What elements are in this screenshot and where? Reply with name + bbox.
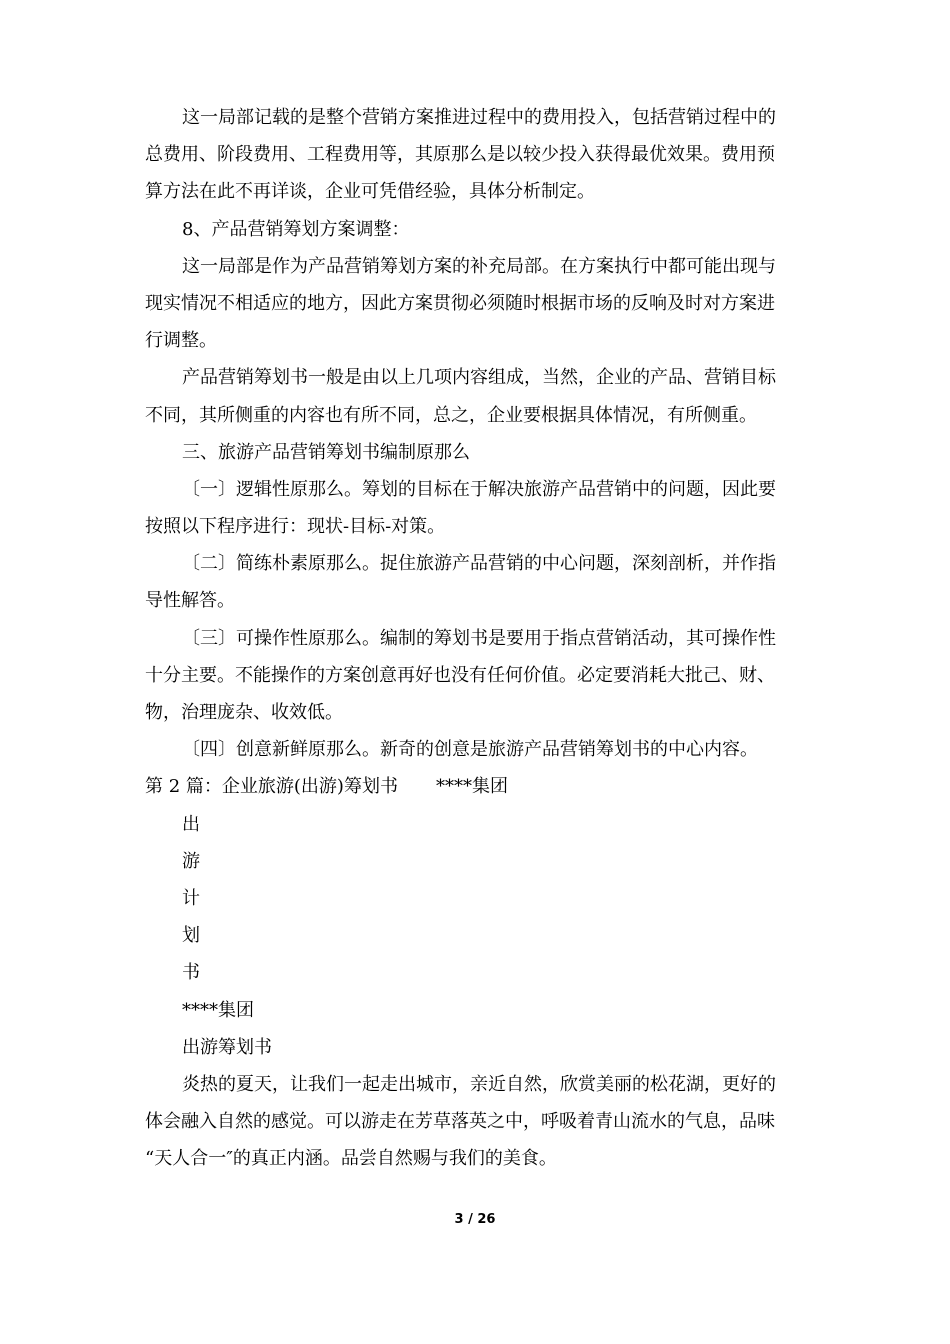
text-line: 这一局部记载的是整个营销方案推进过程中的费用投入，包括营销过程中的 xyxy=(182,107,776,128)
text-line: 总费用、阶段费用、工程费用等，其原那么是以较少投入获得最优效果。费用预 xyxy=(145,144,775,166)
page-number: 3 / 26 xyxy=(454,1212,496,1227)
text-line: 划 xyxy=(182,925,200,947)
text-line: 出 xyxy=(182,813,200,835)
text-line: 按照以下程序进行：现状-目标-对策。 xyxy=(145,516,446,538)
text-line: 炎热的夏天，让我们一起走出城市，亲近自然，欣赏美丽的松花湖，更好的 xyxy=(182,1073,776,1095)
text-line: 物，治理庞杂、收效低。 xyxy=(145,702,343,723)
paragraph-block-1 xyxy=(145,99,815,768)
text-line: 计 xyxy=(182,887,200,909)
text-line: 〔一〕逻辑性原那么。筹划的目标在于解决旅游产品营销中的问题，因此要 xyxy=(182,478,776,500)
text-line: 算方法在此不再详谈，企业可凭借经验，具体分析制定。 xyxy=(145,181,595,203)
text-line: 体会融入自然的感觉。可以游走在芳草落英之中，呼吸着青山流水的气息，品味 xyxy=(145,1111,775,1133)
text-line: 现实情况不相适应的地方，因此方案贯彻必须随时根据市场的反响及时对方案进 xyxy=(145,292,775,314)
heading-title: 第 2 篇：企业旅游(出游)筹划书 xyxy=(145,776,398,798)
paragraph-block-2 xyxy=(145,806,815,1178)
text-line: 十分主要。不能操作的方案创意再好也没有任何价值。必定要消耗大批己、财、 xyxy=(145,664,775,686)
document-body xyxy=(145,99,815,1177)
text-line: “天人合一″的真正内涵。品尝自然赐与我们的美食。 xyxy=(145,1148,557,1170)
heading-company: ****集团 xyxy=(435,776,508,798)
text-line: 出游筹划书 xyxy=(182,1036,272,1058)
text-line: 书 xyxy=(182,962,200,984)
text-line: ****集团 xyxy=(182,999,254,1021)
text-line: 不同，其所侧重的内容也有所不同，总之，企业要根据具体情况，有所侧重。 xyxy=(145,404,757,426)
text-line: 行调整。 xyxy=(145,330,217,352)
section-heading xyxy=(145,768,815,805)
text-line: 这一局部是作为产品营销筹划方案的补充局部。在方案执行中都可能出现与 xyxy=(182,255,776,277)
text-line: 游 xyxy=(182,850,200,872)
text-line: 导性解答。 xyxy=(145,590,235,612)
text-line: 8、产品营销筹划方案调整： xyxy=(182,218,410,240)
text-line: 产品营销筹划书一般是由以上几项内容组成，当然，企业的产品、营销目标 xyxy=(182,367,776,389)
text-line: 〔二〕简练朴素原那么。捉住旅游产品营销的中心问题，深刻剖析，并作指 xyxy=(182,553,776,575)
text-line: 〔四〕创意新鲜原那么。新奇的创意是旅游产品营销筹划书的中心内容。 xyxy=(182,739,758,761)
text-line: 〔三〕可操作性原那么。编制的筹划书是要用于指点营销活动，其可操作性 xyxy=(182,627,776,649)
text-line: 三、旅游产品营销筹划书编制原那么 xyxy=(182,441,470,463)
